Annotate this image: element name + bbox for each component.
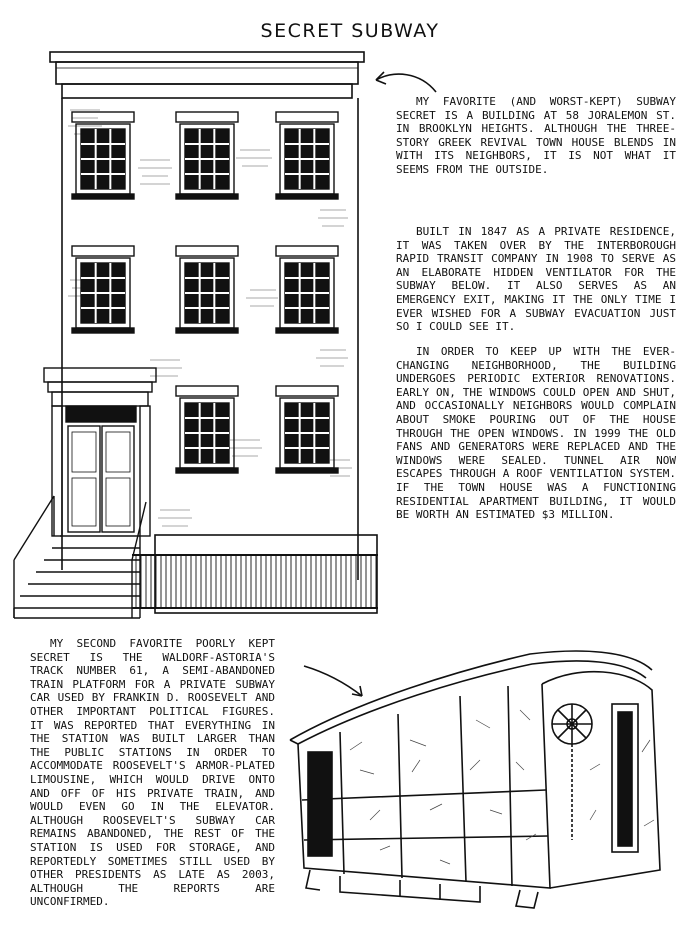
paragraph-joralemon-intro: MY FAVORITE (AND WORST-KEPT) SUBWAY SECRET IS A BUILDING AT 58 JORALEMON ST. IN BROOKLYN HEIGHTS. ALTHOUGH THE THREE-STORY GREEK REVIVAL TOWN HOUSE BLENDS IN WITH ITS NEIGHBORS, IT IS NOT WHAT IT SEEMS FROM THE OUTSIDE. <box>396 95 676 176</box>
building-window <box>72 112 134 199</box>
paragraph-renovations: IN ORDER TO KEEP UP WITH THE EVER-CHANGING NEIGHBORHOOD, THE BUILDING UNDERGOES PERIODIC EXTERIOR RENOVATIONS. EARLY ON, THE WINDOWS COULD OPEN AND SHUT, AND OCCASIONALLY NEIGHBORS WOULD COMPLAIN ABOUT SMOKE POURING OUT OF THE HOUSE THROUGH THE OPEN WINDOWS. IN 1999 THE OLD FANS AND GENERATORS WERE REPLACED AND THE WINDOWS WERE SEALED. TUNNEL AIR NOW ESCAPES THROUGH A ROOF VENTILATION SYSTEM. IF THE TOWN HOUSE WAS A FUNCTIONING RESIDENTIAL APARTMENT BUILDING, IT WOULD BE WORTH AN ESTIMATED $3 MILLION. <box>396 345 676 522</box>
building-window <box>176 246 238 333</box>
building-window <box>276 246 338 333</box>
building-window <box>176 112 238 199</box>
page-title: SECRET SUBWAY <box>260 20 440 42</box>
paragraph-ventilator-history: BUILT IN 1847 AS A PRIVATE RESIDENCE, IT WAS TAKEN OVER BY THE INTERBOROUGH RAPID TRANSIT COMPANY IN 1908 TO SERVE AS AN ELABORATE HIDDEN VENTILATOR FOR THE SUBWAY BELOW. IT ALSO SERVES AS AN EMERGENCY EXIT, MAKING IT THE ONLY TIME I EVER WISHED FOR A SUBWAY EVACUATION JUST SO I COULD SEE IT. <box>396 225 676 334</box>
arrow-to-building <box>370 66 440 96</box>
building-window <box>276 112 338 199</box>
paragraph-waldorf-track-61: MY SECOND FAVORITE POORLY KEPT SECRET IS THE WALDORF-ASTORIA'S TRACK NUMBER 61, A SEMI-ABANDONED TRAIN PLATFORM FOR A PRIVATE SUBWAY CAR USED BY FRANKIN D. ROOSEVELT AND OTHER IMPORTANT POLITICAL FIGURES. IT WAS REPORTED THAT EVERYTHING IN THE STATION WAS BUILT LARGER THAN THE PUBLIC STATIONS IN ORDER TO ACCOMMODATE ROOSEVELT'S ARMOR-PLATED LIMOUSINE, WHICH WOULD DRIVE ONTO AND OFF OF HIS PRIVATE TRAIN, AND WOULD EVEN GO IN THE ELEVATOR. ALTHOUGH ROOSEVELT'S SUBWAY CAR REMAINS ABANDONED, THE REST OF THE STATION IS USED FOR STORAGE, AND REPORTEDLY SOMETIMES STILL USED BY OTHER PRESIDENTS AS LATE AS 2003, ALTHOUGH THE REPORTS ARE UNCONFIRMED. <box>30 637 275 909</box>
townhouse-illustration <box>0 40 400 630</box>
building-window <box>276 386 338 473</box>
building-window <box>176 386 238 473</box>
building-window <box>72 246 134 333</box>
subway-car-illustration <box>280 640 690 920</box>
